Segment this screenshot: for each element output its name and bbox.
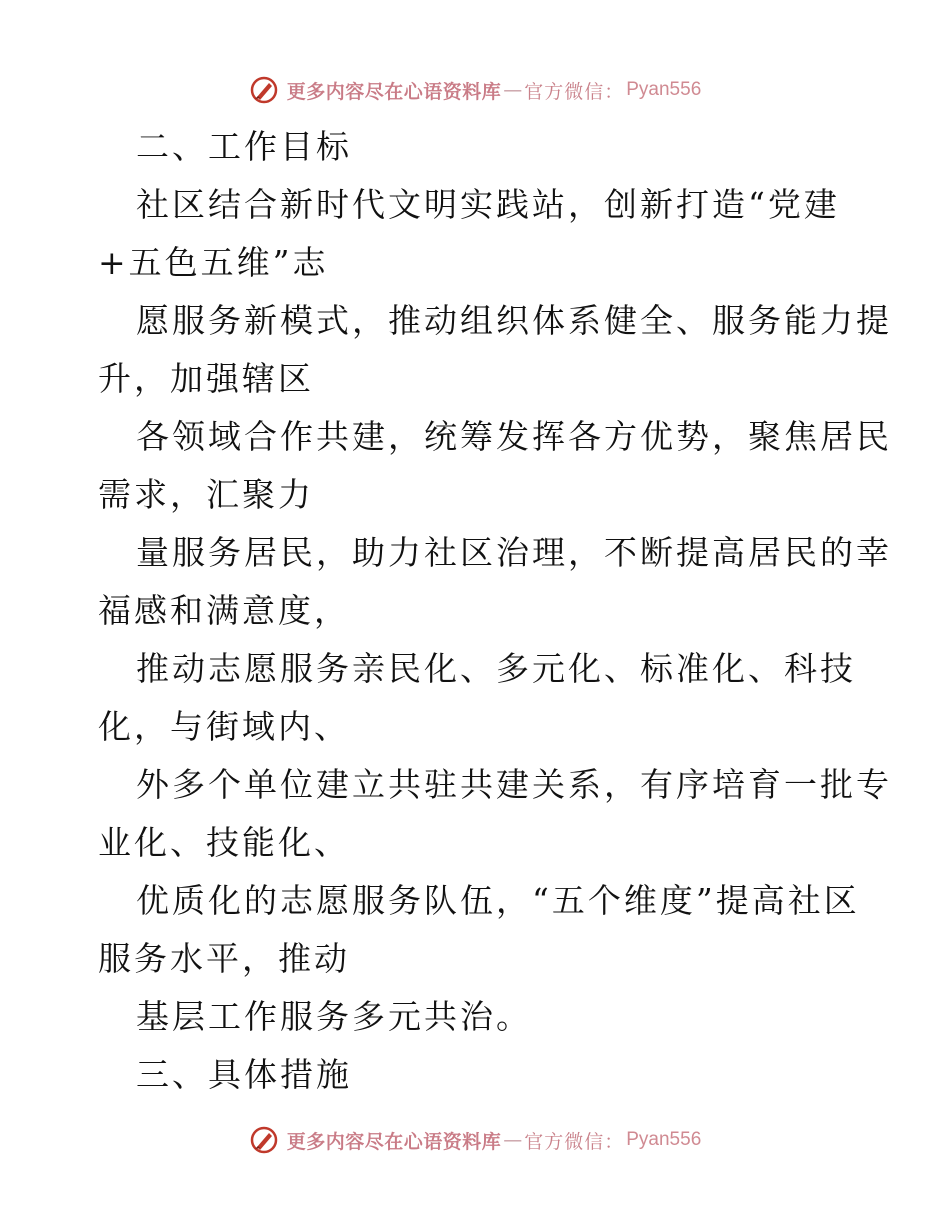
banner-tail: 官方微信： <box>524 1130 625 1153</box>
text-line: 基层工作服务多元共治。 <box>136 997 532 1036</box>
banner-dash: — <box>503 79 523 101</box>
text-line: 优质化的志愿服务队伍，“五个维度”提高社区 <box>136 881 860 920</box>
text-line: +五色五维”志 <box>98 243 329 282</box>
banner-brand: 更多内容尽在心语资料库 <box>286 1130 502 1153</box>
text-line: 量服务居民，助力社区治理，不断提高居民的幸 <box>136 533 892 572</box>
banner-tail: 官方微信： <box>524 80 625 103</box>
banner-handle: Pyan556 <box>626 1129 702 1150</box>
text-line: 业化、技能化、 <box>98 823 350 862</box>
text-line: 三、具体措施 <box>136 1055 352 1094</box>
banner-dash: — <box>503 1129 523 1151</box>
text-line: 升，加强辖区 <box>98 359 314 398</box>
header-watermark <box>0 70 950 110</box>
text-line: 愿服务新模式，推动组织体系健全、服务能力提 <box>136 301 892 340</box>
text-line: 化，与街域内、 <box>98 707 350 746</box>
text-line: 社区结合新时代文明实践站，创新打造“党建 <box>136 185 840 224</box>
text-line: 外多个单位建立共驻共建关系，有序培育一批专 <box>136 765 892 804</box>
pen-logo-icon <box>249 75 279 105</box>
banner-brand: 更多内容尽在心语资料库 <box>286 80 502 103</box>
text-line: 推动志愿服务亲民化、多元化、标准化、科技 <box>136 649 856 688</box>
text-line: 各领域合作共建，统筹发挥各方优势，聚焦居民 <box>136 417 892 456</box>
footer-watermark <box>0 1120 950 1160</box>
text-line: 需求，汇聚力 <box>98 475 314 514</box>
text-line: 福感和满意度， <box>98 591 350 630</box>
text-line: 二、工作目标 <box>136 127 352 166</box>
text-line: 服务水平，推动 <box>98 939 350 978</box>
banner-handle: Pyan556 <box>626 79 702 100</box>
pen-logo-icon <box>249 1125 279 1155</box>
document-body <box>98 118 892 1104</box>
